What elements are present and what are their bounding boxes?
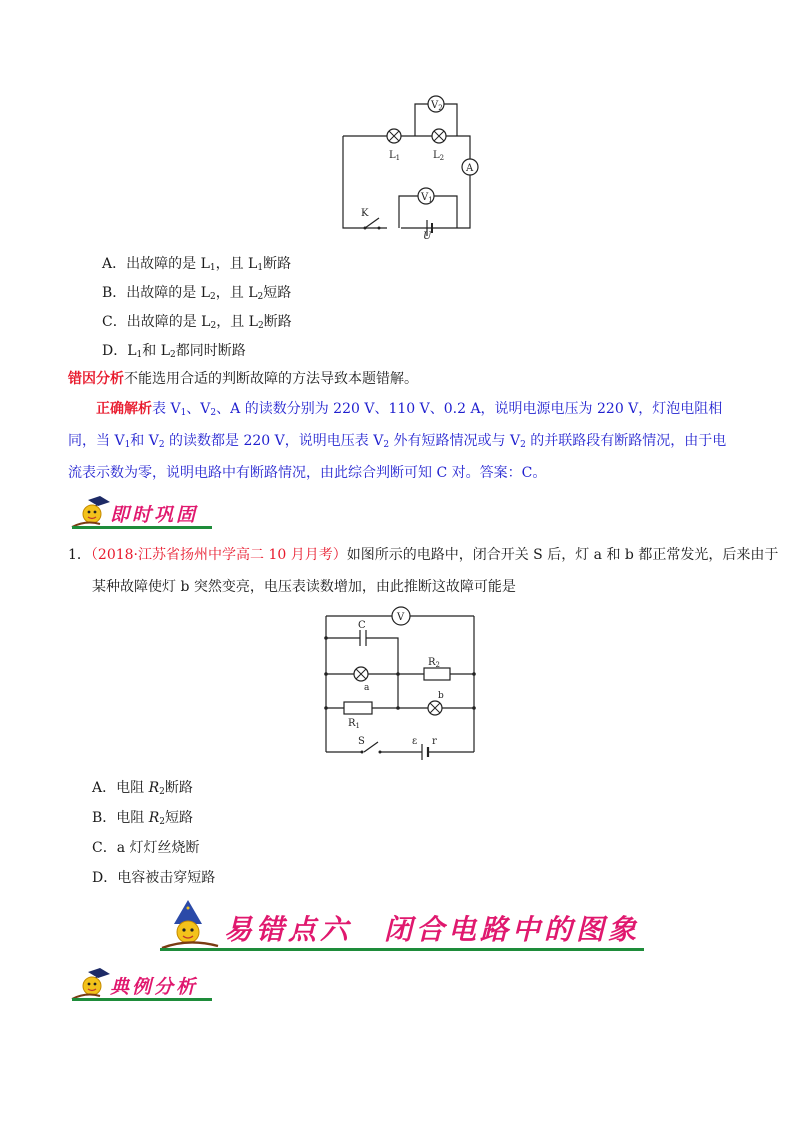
q1-option-b: B．电阻 $R_2$短路 [92,810,194,827]
svg-text:a: a [364,683,370,693]
option-b: B．出故障的是 $L_2$，且 $L_2$短路 [102,285,292,302]
circuit-diagram-1 [335,88,495,243]
section-underline [72,526,212,529]
lamp-b-icon [428,701,442,715]
section-header-consolidate [66,494,736,530]
lamp-l1-icon [387,129,401,143]
error-analysis-label: 错因分析 [68,371,124,387]
option-c: C．出故障的是 $L_2$，且 $L_2$断路 [102,314,292,331]
svg-text:ε: ε [412,736,418,747]
svg-text:V2: $V_2$ [431,100,443,112]
correct-analysis-label: 正确解析 [96,401,152,417]
lamp-l2-icon [432,129,446,143]
question-source: （2018·江苏省扬州中学高二 10 月月考） [90,547,347,563]
banner-title: 易错点六 闭合电路中的图象 [224,913,641,946]
q1-option-c: C．a 灯灯丝烧断 [92,840,200,856]
chapter-banner [158,898,648,954]
correct-analysis: 正确解析表 $V_1$、$V_2$、A 的读数分别为 220 V、110 V、0.2 A，说明电源电压为 220 V，灯泡电阻相同，当 $V_1$和 $V_2$ 的读数都是 220 V，说明电压表 $V_2$ 外有短路情况或与 $V_2$ 的并联路段有断路情况，由于电流表示数为零，说明电路中有断路情况，由此综合判断可知 C 对。答案：C。 [68,401,727,481]
q1-option-d: D．电容被击穿短路 [92,870,216,886]
svg-text:V1: $V_1$ [421,192,433,204]
question-1-line-2: 某种故障使灯 b 突然变亮，电压表读数增加，由此推断这故障可能是 [92,579,516,595]
svg-text:U: U [423,231,432,242]
question-number: 1． [68,547,91,563]
error-analysis-text: 不能选用合适的判断故障的方法导致本题错解。 [124,371,418,387]
svg-text:L2: $L_2$ [433,150,445,162]
lamp-a-icon [354,667,368,681]
section-underline [72,998,212,1001]
q1-option-a: A．电阻 $R_2$断路 [92,780,193,797]
option-a: A．出故障的是 $L_1$，且 $L_1$断路 [102,256,292,273]
svg-text:K: K [361,208,369,219]
svg-text:b: b [438,691,444,701]
wizard-mascot-icon [158,898,222,954]
svg-text:S: S [358,736,365,747]
svg-text:L1: $L_1$ [389,150,401,162]
svg-text:C: C [358,620,366,631]
section-header-example [66,966,736,1002]
section-title-example: 典例分析 [110,976,199,998]
option-d: D．$L_1$和 $L_2$都同时断路 [102,343,246,360]
svg-text:r: r [432,736,437,747]
svg-text:R2: $R_2$ [428,657,440,669]
error-analysis [68,369,418,389]
question-1-line-1: 1．（2018·江苏省扬州中学高二 10 月月考）如图所示的电路中，闭合开关 S 后，灯 a 和 b 都正常发光，后来由于 [68,547,779,563]
section-title-consolidate: 即时巩固 [110,504,199,526]
circuit-diagram-2 [318,604,480,762]
svg-text:R1: $R_1$ [348,718,360,730]
svg-text:A: A [466,163,474,174]
svg-text:V: V [397,612,405,623]
banner-underline [160,948,644,951]
